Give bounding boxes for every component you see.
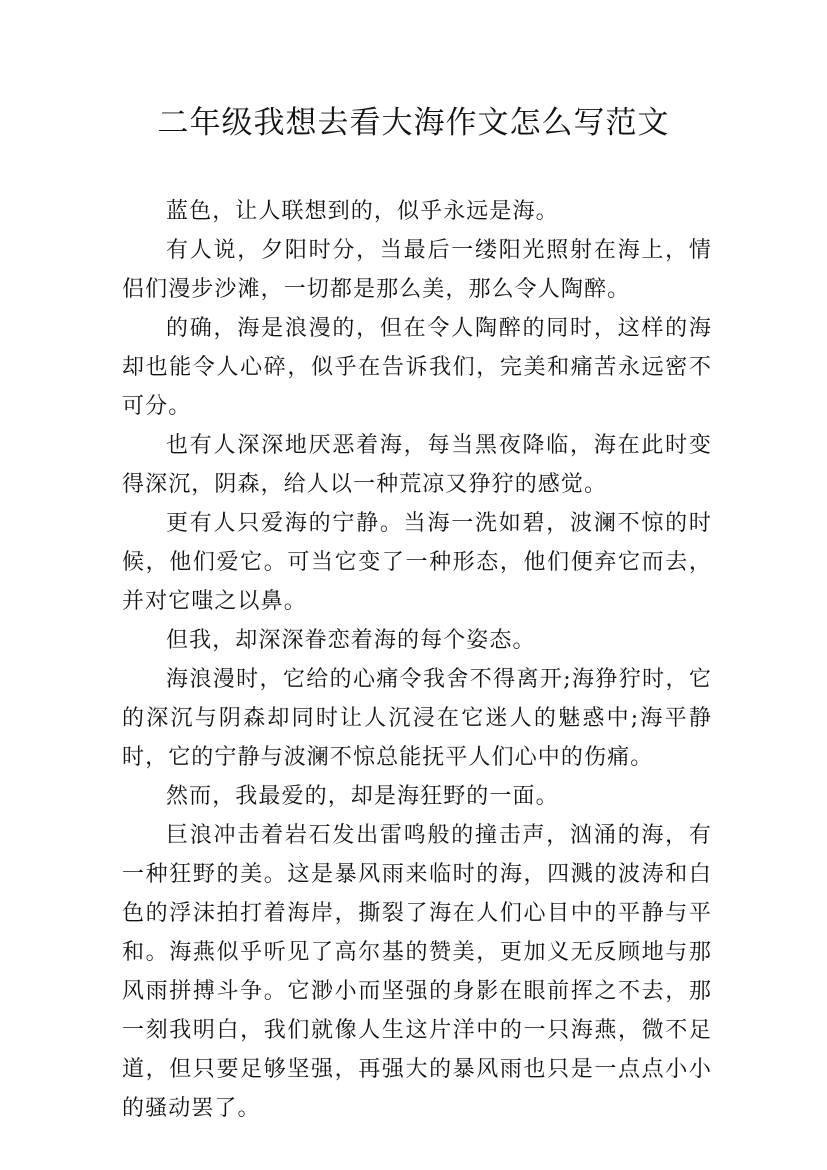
paragraph: 海浪漫时，它给的心痛令我舍不得离开;海狰狞时，它的深沉与阴森却同时让人沉浸在它迷人的魅惑中;海平静时，它的宁静与波澜不惊总能抚平人们心中的伤痛。 bbox=[122, 667, 712, 770]
paragraph: 的确，海是浪漫的，但在令人陶醉的同时，这样的海却也能令人心碎，似乎在告诉我们，完美和痛苦永远密不可分。 bbox=[122, 316, 712, 419]
paragraph: 有人说，夕阳时分，当最后一缕阳光照射在海上，情侣们漫步沙滩，一切都是那么美，那么令人陶醉。 bbox=[122, 238, 712, 302]
document-body bbox=[122, 192, 712, 1128]
paragraph: 但我，却深深眷恋着海的每个姿态。 bbox=[166, 628, 536, 653]
paragraph: 巨浪冲击着岩石发出雷鸣般的撞击声，汹涌的海，有一种狂野的美。这是暴风雨来临时的海，四溅的波涛和白色的浮沫拍打着海岸，撕裂了海在人们心目中的平静与平和。海燕似乎听见了高尔基的赞美，更加义无反顾地与那风雨拼搏斗争。它渺小而坚强的身影在眼前挥之不去，那一刻我明白，我们就像人生这片洋中的一只海燕，微不足道，但只要足够坚强，再强大的暴风雨也只是一点点小小的骚动罢了。 bbox=[122, 823, 712, 1121]
document-title: 二年级我想去看大海作文怎么写范文 bbox=[157, 105, 670, 141]
paragraph: 也有人深深地厌恶着海，每当黑夜降临，海在此时变得深沉，阴森，给人以一种荒凉又狰狞的感觉。 bbox=[122, 433, 712, 497]
paragraph: 蓝色，让人联想到的，似乎永远是海。 bbox=[166, 199, 559, 224]
paragraph: 更有人只爱海的宁静。当海一洗如碧，波澜不惊的时候，他们爱它。可当它变了一种形态，他们便弃它而去，并对它嗤之以鼻。 bbox=[122, 511, 712, 614]
paragraph: 然而，我最爱的，却是海狂野的一面。 bbox=[166, 784, 559, 809]
